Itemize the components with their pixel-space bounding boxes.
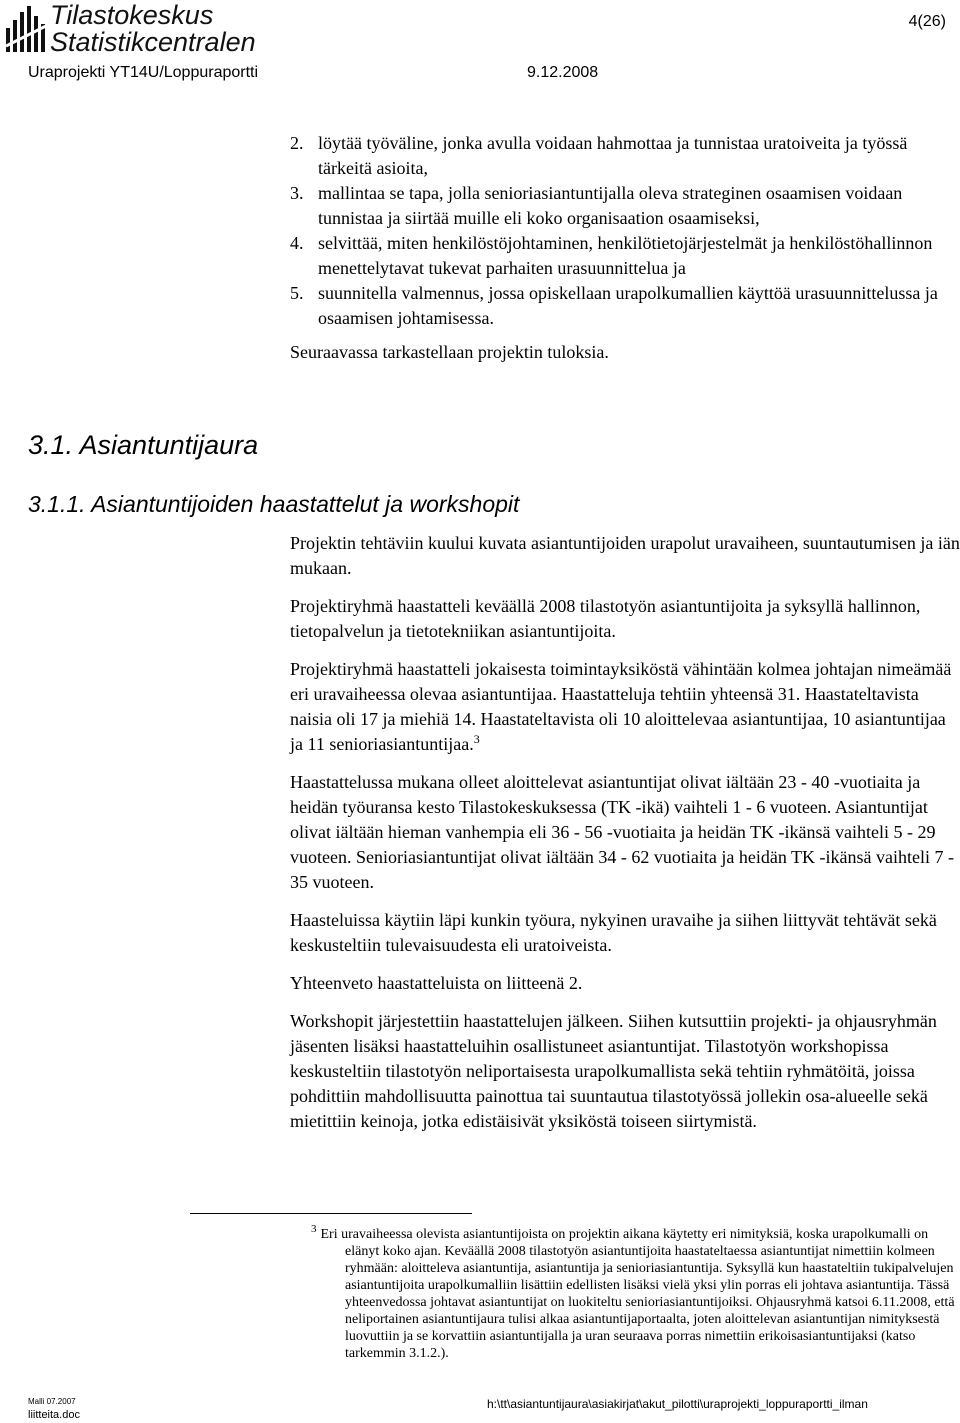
file-path: h:\tt\asiantuntijaura\asiakirjat\akut_pilotti\uraprojekti_loppuraportti_ilman <box>487 1397 868 1411</box>
footnote <box>290 1223 960 1362</box>
paragraph: Workshopit järjestettiin haastattelujen jälkeen. Siihen kutsuttiin projekti- ja ohjausryhmän jäsenten lisäksi haastatteluihin osallistuneet asiantuntijat. Tilastotyön workshopissa keskusteltiin tilastotyön neliportaisesta urapolkumallista sekä tehtiin ryhmätöitä, joissa pohdittiin mahdollisuutta painottua tai suuntautua tilastotyössä jollekin osa-alueelle sekä mietittiin keinoja, jotka edistäisivät yksiköstä toiseen siirtymistä. <box>290 1011 937 1131</box>
objective-list <box>290 131 950 331</box>
section-heading: 3.1. Asiantuntijaura <box>28 430 259 460</box>
list-text: selvittää, miten henkilöstöjohtaminen, henkilötietojärjestelmät ja henkilöstöhallinnon menettelytavat tukevat parhaiten urasuunnittelua ja <box>318 233 933 278</box>
paragraph-text: Projektiryhmä haastatteli jokaisesta toimintayksiköstä vähintään kolmea johtajan nimeämää eri uravaiheessa olevaa asiantuntijaa. Haastatteluja tehtiin yhteensä 31. Haastateltavista naisia oli 17 ja miehiä 14. Haastateltavista oli 10 aloittelevaa asiantuntijaa, 10 asiantuntijaa ja 11 senioriasiantuntijaa. <box>290 659 952 754</box>
footnote-reference[interactable]: 3 <box>473 732 480 746</box>
list-item <box>290 131 950 181</box>
list-text: mallintaa se tapa, jolla senioriasiantuntijalla oleva strateginen osaamisen voidaan tunnistaa ja siirtää muille eli koko organisaation osaamiseksi, <box>318 183 903 228</box>
list-item <box>290 231 950 281</box>
paragraph: Projektin tehtäviin kuului kuvata asiantuntijoiden urapolut uravaiheen, suuntautumisen ja iän mukaan. <box>290 533 960 578</box>
footnote-body <box>290 1223 960 1362</box>
logo <box>6 0 256 57</box>
list-number: 5. <box>290 283 304 303</box>
list-number: 2. <box>290 133 304 153</box>
list-number: 3. <box>290 183 304 203</box>
paragraph: Projektiryhmä haastatteli keväällä 2008 tilastotyön asiantuntijoita ja syksyllä hallinnon, tietopalvelun ja tietotekniikan asiantuntijoita. <box>290 596 921 641</box>
project-name: Uraprojekti YT14U/Loppuraportti <box>28 64 259 81</box>
statistics-finland-logo-icon <box>6 6 46 52</box>
body-paragraphs <box>290 531 960 1147</box>
template-label: Malli 07.2007 <box>28 1397 76 1406</box>
header-date: 9.12.2008 <box>527 64 599 81</box>
lead-text: Seuraavassa tarkastellaan projektin tuloksia. <box>290 342 609 362</box>
page-number: 4(26) <box>908 13 946 30</box>
list-text: löytää työväline, jonka avulla voidaan hahmottaa ja tunnistaa uratoiveita ja työssä tärkeitä asioita, <box>318 133 908 178</box>
template-file: liitteita.doc <box>28 1409 80 1421</box>
list-item <box>290 281 950 331</box>
logo-text-line2: Statistikcentralen <box>50 27 256 57</box>
paragraph <box>290 657 960 757</box>
footnote-number: 3 <box>311 1223 317 1235</box>
footnote-text: Eri uravaiheessa olevista asiantuntijoista on projektin aikana käytetty eri nimityksiä, koska urapolkumalli on elänyt koko ajan. Keväällä 2008 tilastotyön asiantuntijoita haastateltaessa asiantuntijat nimettiin kolmeen ryhmään: aloitteleva asiantuntija, asiantuntija ja senioriasiantuntija. Syksyllä kun haastateltiin tukipalvelujen asiantuntijoita urapolkumalliin lisättiin edellisten lisäksi vielä yksi ylin porras eli johtava asiantuntija. Tässä yhteenvedossa johtavat asiantuntijat on luokiteltu senioriasiantuntijoiksi. Ohjausryhmä katsoi 6.11.2008, että neliportainen asiantuntijaura tulisi alkaa asiantuntijaportaalta, joten aloittelevan asiantuntijan nimityksestä luovuttiin ja se korvattiin asiantuntijalla ja uran seuraava porras nimettiin erikoisasiantuntijaksi (katso tarkemmin 3.1.2.). <box>320 1227 955 1361</box>
list-item <box>290 181 950 231</box>
footnote-separator <box>190 1213 472 1214</box>
paragraph: Haastattelussa mukana olleet aloittelevat asiantuntijat olivat iältään 23 - 40 -vuotiaita ja heidän työuransa kesto Tilastokeskuksessa (TK -ikä) vaihteli 1 - 6 vuoteen. Asiantuntijat olivat iältään hieman vanhempia eli 36 - 56 -vuotiaita ja heidän TK -ikänsä vaihteli 5 - 29 vuoteen. Senioriasiantuntijat olivat iältään 34 - 62 vuotiaita ja heidän TK -ikänsä vaihteli 7 - 35 vuoteen. <box>290 772 954 892</box>
paragraph: Haasteluissa käytiin läpi kunkin työura, nykyinen uravaihe ja siihen liittyvät tehtävät sekä keskusteltiin tulevaisuudesta eli uratoiveista. <box>290 910 937 955</box>
logo-text-line1: Tilastokeskus <box>50 0 214 30</box>
paragraph: Yhteenveto haastatteluista on liitteenä 2. <box>290 973 583 993</box>
list-text: suunnitella valmennus, jossa opiskellaan urapolkumallien käyttöä urasuunnittelussa ja osaamisen johtamisessa. <box>318 283 938 328</box>
subsection-heading: 3.1.1. Asiantuntijoiden haastattelut ja workshopit <box>28 491 520 517</box>
list-number: 4. <box>290 233 304 253</box>
